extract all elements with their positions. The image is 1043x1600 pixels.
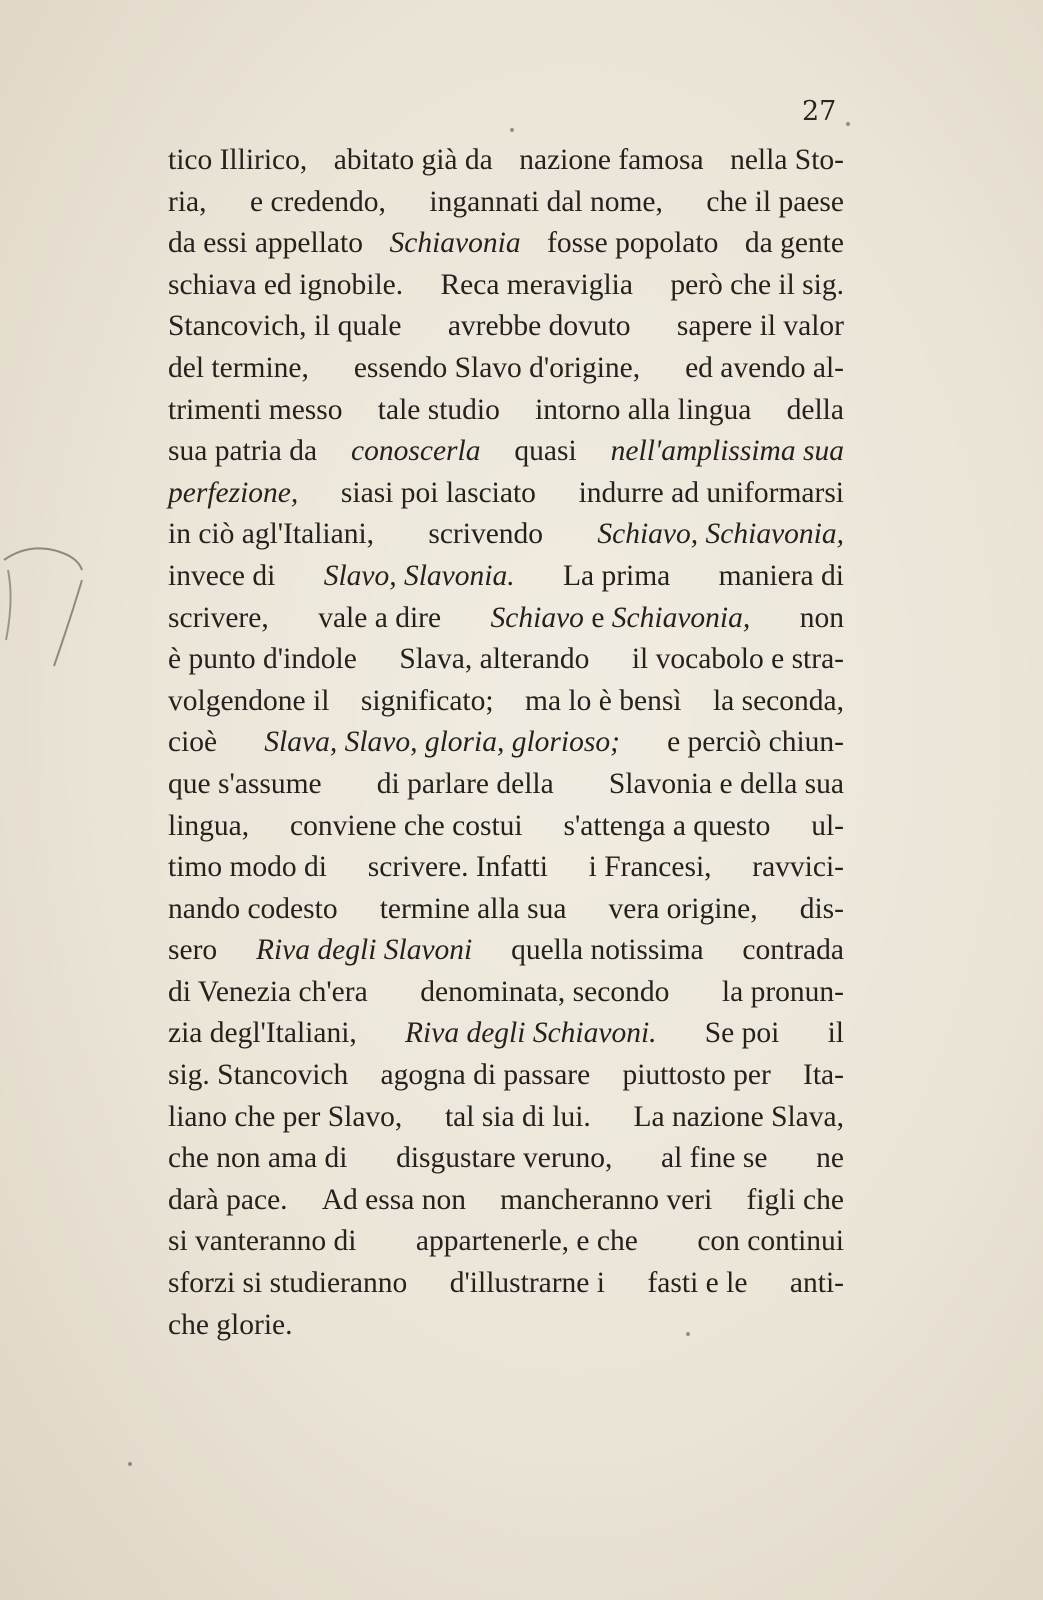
text-line [168, 556, 844, 598]
text-segment: la pronun- [721, 975, 844, 1008]
text-segment: timo modo di [168, 851, 327, 884]
text-segment: i Francesi, [588, 851, 712, 884]
text-segment: il [827, 1017, 844, 1050]
text-segment: di parlare della [376, 767, 554, 800]
text-line [168, 223, 844, 265]
text-segment: non [799, 601, 844, 634]
margin-stain-mark [0, 540, 110, 690]
text-segment: ne [816, 1142, 844, 1175]
text-segment: sapere il valor [676, 310, 844, 343]
page-number: 27 [802, 96, 837, 127]
text-segment: significato; [360, 684, 494, 717]
text-segment: ria, [168, 185, 207, 218]
text-segment: fosse popolato [547, 227, 719, 260]
text-segment: da gente [744, 227, 844, 260]
text-segment: darà pace. [168, 1183, 288, 1216]
text-segment: s'attenga a questo [563, 809, 771, 842]
text-segment: Stancovich, il quale [168, 310, 402, 343]
text-segment: sig. Stancovich [168, 1059, 349, 1092]
text-segment: sero [168, 934, 218, 967]
text-segment: Riva degli Slavoni [255, 934, 473, 967]
body-text [168, 140, 844, 1346]
text-segment: Ita- [803, 1059, 844, 1092]
text-segment: La prima [562, 559, 671, 592]
text-segment: che non ama di [168, 1142, 348, 1175]
text-line [168, 847, 844, 889]
text-segment: vera origine, [608, 892, 758, 925]
text-segment: da essi appellato [168, 227, 363, 260]
text-segment: ingannati dal nome, [429, 185, 663, 218]
text-segment: ed avendo al- [685, 351, 844, 384]
text-segment: con continui [697, 1225, 844, 1258]
text-segment: dis- [799, 892, 844, 925]
text-line [168, 1180, 844, 1222]
text-segment: fasti e le [647, 1267, 748, 1300]
text-segment: conviene che costui [289, 809, 523, 842]
text-segment: denominata, secondo [420, 975, 670, 1008]
text-segment: Slava, alterando [399, 643, 590, 676]
text-segment: maniera di [718, 559, 844, 592]
text-segment: che il paese [706, 185, 844, 218]
text-segment: e perciò chiun- [667, 726, 844, 759]
text-segment: avrebbe dovuto [447, 310, 631, 343]
text-segment: della [786, 393, 844, 426]
text-segment: abitato già da [333, 144, 493, 176]
text-segment: conoscerla [351, 435, 481, 468]
text-line [168, 140, 844, 182]
text-segment: scrivere, [168, 601, 269, 634]
text-segment: invece di [168, 559, 276, 592]
text-segment: al fine se [661, 1142, 768, 1175]
text-segment: volgendone il [168, 684, 330, 717]
text-line [168, 1138, 844, 1180]
text-segment: essendo Slavo d'origine, [353, 351, 641, 384]
text-segment: che glorie. [168, 1308, 293, 1341]
text-line [168, 182, 844, 224]
text-segment: indurre ad uniformarsi [578, 476, 844, 509]
text-segment: Ad essa non [321, 1183, 466, 1216]
text-segment: trimenti messo [168, 393, 343, 426]
text-segment: La nazione Slava, [633, 1100, 844, 1133]
text-segment: del termine, [168, 351, 309, 384]
text-segment: liano che per Slavo, [168, 1100, 403, 1133]
text-segment: è punto d'indole [168, 643, 357, 676]
text-segment: nando codesto [168, 892, 338, 925]
text-line [168, 473, 844, 515]
text-segment: siasi poi lasciato [340, 476, 536, 509]
text-segment: Slavo, Slavonia. [323, 559, 515, 592]
text-line [168, 348, 844, 390]
text-line [168, 1221, 844, 1263]
text-segment: tale studio [377, 393, 500, 426]
text-segment: sforzi si studieranno [168, 1267, 408, 1300]
text-segment: nazione famosa [519, 144, 704, 176]
text-segment: intorno alla lingua [535, 393, 752, 426]
text-segment: ma lo è bensì [525, 684, 682, 717]
text-line [168, 265, 844, 307]
text-segment: contrada [742, 934, 844, 967]
paper-speck [510, 128, 514, 132]
text-segment: d'illustrarne i [449, 1267, 605, 1300]
text-segment: nell'amplissima sua [610, 435, 844, 468]
text-line [168, 306, 844, 348]
text-segment: Se poi [704, 1017, 780, 1050]
text-segment: cioè [168, 726, 218, 759]
text-line [168, 889, 844, 931]
paper-speck [846, 122, 850, 126]
text-segment: di Venezia ch'era [168, 975, 368, 1008]
text-segment: zia degl'Italiani, [168, 1017, 357, 1050]
text-segment: Reca meraviglia [440, 268, 633, 301]
text-line [168, 1305, 844, 1347]
text-segment: appartenerle, e che [415, 1225, 638, 1258]
paper-speck [128, 1462, 132, 1466]
text-segment: ravvici- [752, 851, 844, 884]
text-line [168, 764, 844, 806]
text-segment: Schiavonia [389, 227, 521, 260]
text-line [168, 806, 844, 848]
text-segment: lingua, [168, 809, 250, 842]
text-segment: Schiavo e Schiavonia, [490, 601, 751, 634]
text-segment: mancheranno veri [500, 1183, 713, 1216]
text-segment: il vocabolo e stra- [631, 643, 844, 676]
text-segment: Slavonia e della sua [608, 767, 844, 800]
text-segment: schiava ed ignobile. [168, 268, 404, 301]
text-line [168, 514, 844, 556]
text-segment: nella Sto- [730, 144, 844, 176]
text-segment: anti- [789, 1267, 844, 1300]
text-line [168, 598, 844, 640]
text-segment: agogna di passare [380, 1059, 591, 1092]
text-line [168, 1013, 844, 1055]
text-segment: Riva degli Schiavoni. [405, 1017, 657, 1050]
text-line [168, 972, 844, 1014]
text-line [168, 1097, 844, 1139]
text-segment: scrivendo [428, 518, 544, 551]
text-segment: disgustare veruno, [396, 1142, 613, 1175]
text-segment: tico Illirico, [168, 144, 308, 176]
text-line [168, 639, 844, 681]
text-segment: e credendo, [249, 185, 386, 218]
text-line [168, 722, 844, 764]
text-segment: tal sia di lui. [444, 1100, 591, 1133]
text-segment: scrivere. Infatti [367, 851, 548, 884]
text-segment: piuttosto per [622, 1059, 771, 1092]
text-segment: in ciò agl'Italiani, [168, 518, 375, 551]
text-line [168, 930, 844, 972]
text-line [168, 390, 844, 432]
text-line [168, 431, 844, 473]
text-segment: vale a dire [318, 601, 442, 634]
text-line [168, 681, 844, 723]
text-segment: que s'assume [168, 767, 322, 800]
text-segment: la seconda, [712, 684, 844, 717]
text-segment: ul- [811, 809, 844, 842]
text-segment: termine alla sua [379, 892, 567, 925]
text-line [168, 1263, 844, 1305]
text-segment: figli che [746, 1183, 844, 1216]
text-segment: quella notissima [511, 934, 704, 967]
text-segment: quasi [514, 435, 577, 468]
text-segment: sua patria da [168, 435, 318, 468]
text-segment: però che il sig. [670, 268, 844, 301]
text-line [168, 1055, 844, 1097]
text-segment: Schiavo, Schiavonia, [597, 518, 844, 551]
text-segment: si vanteranno di [168, 1225, 357, 1258]
text-segment: perfezione, [168, 476, 299, 509]
text-segment: Slava, Slavo, gloria, glorioso; [264, 726, 620, 759]
